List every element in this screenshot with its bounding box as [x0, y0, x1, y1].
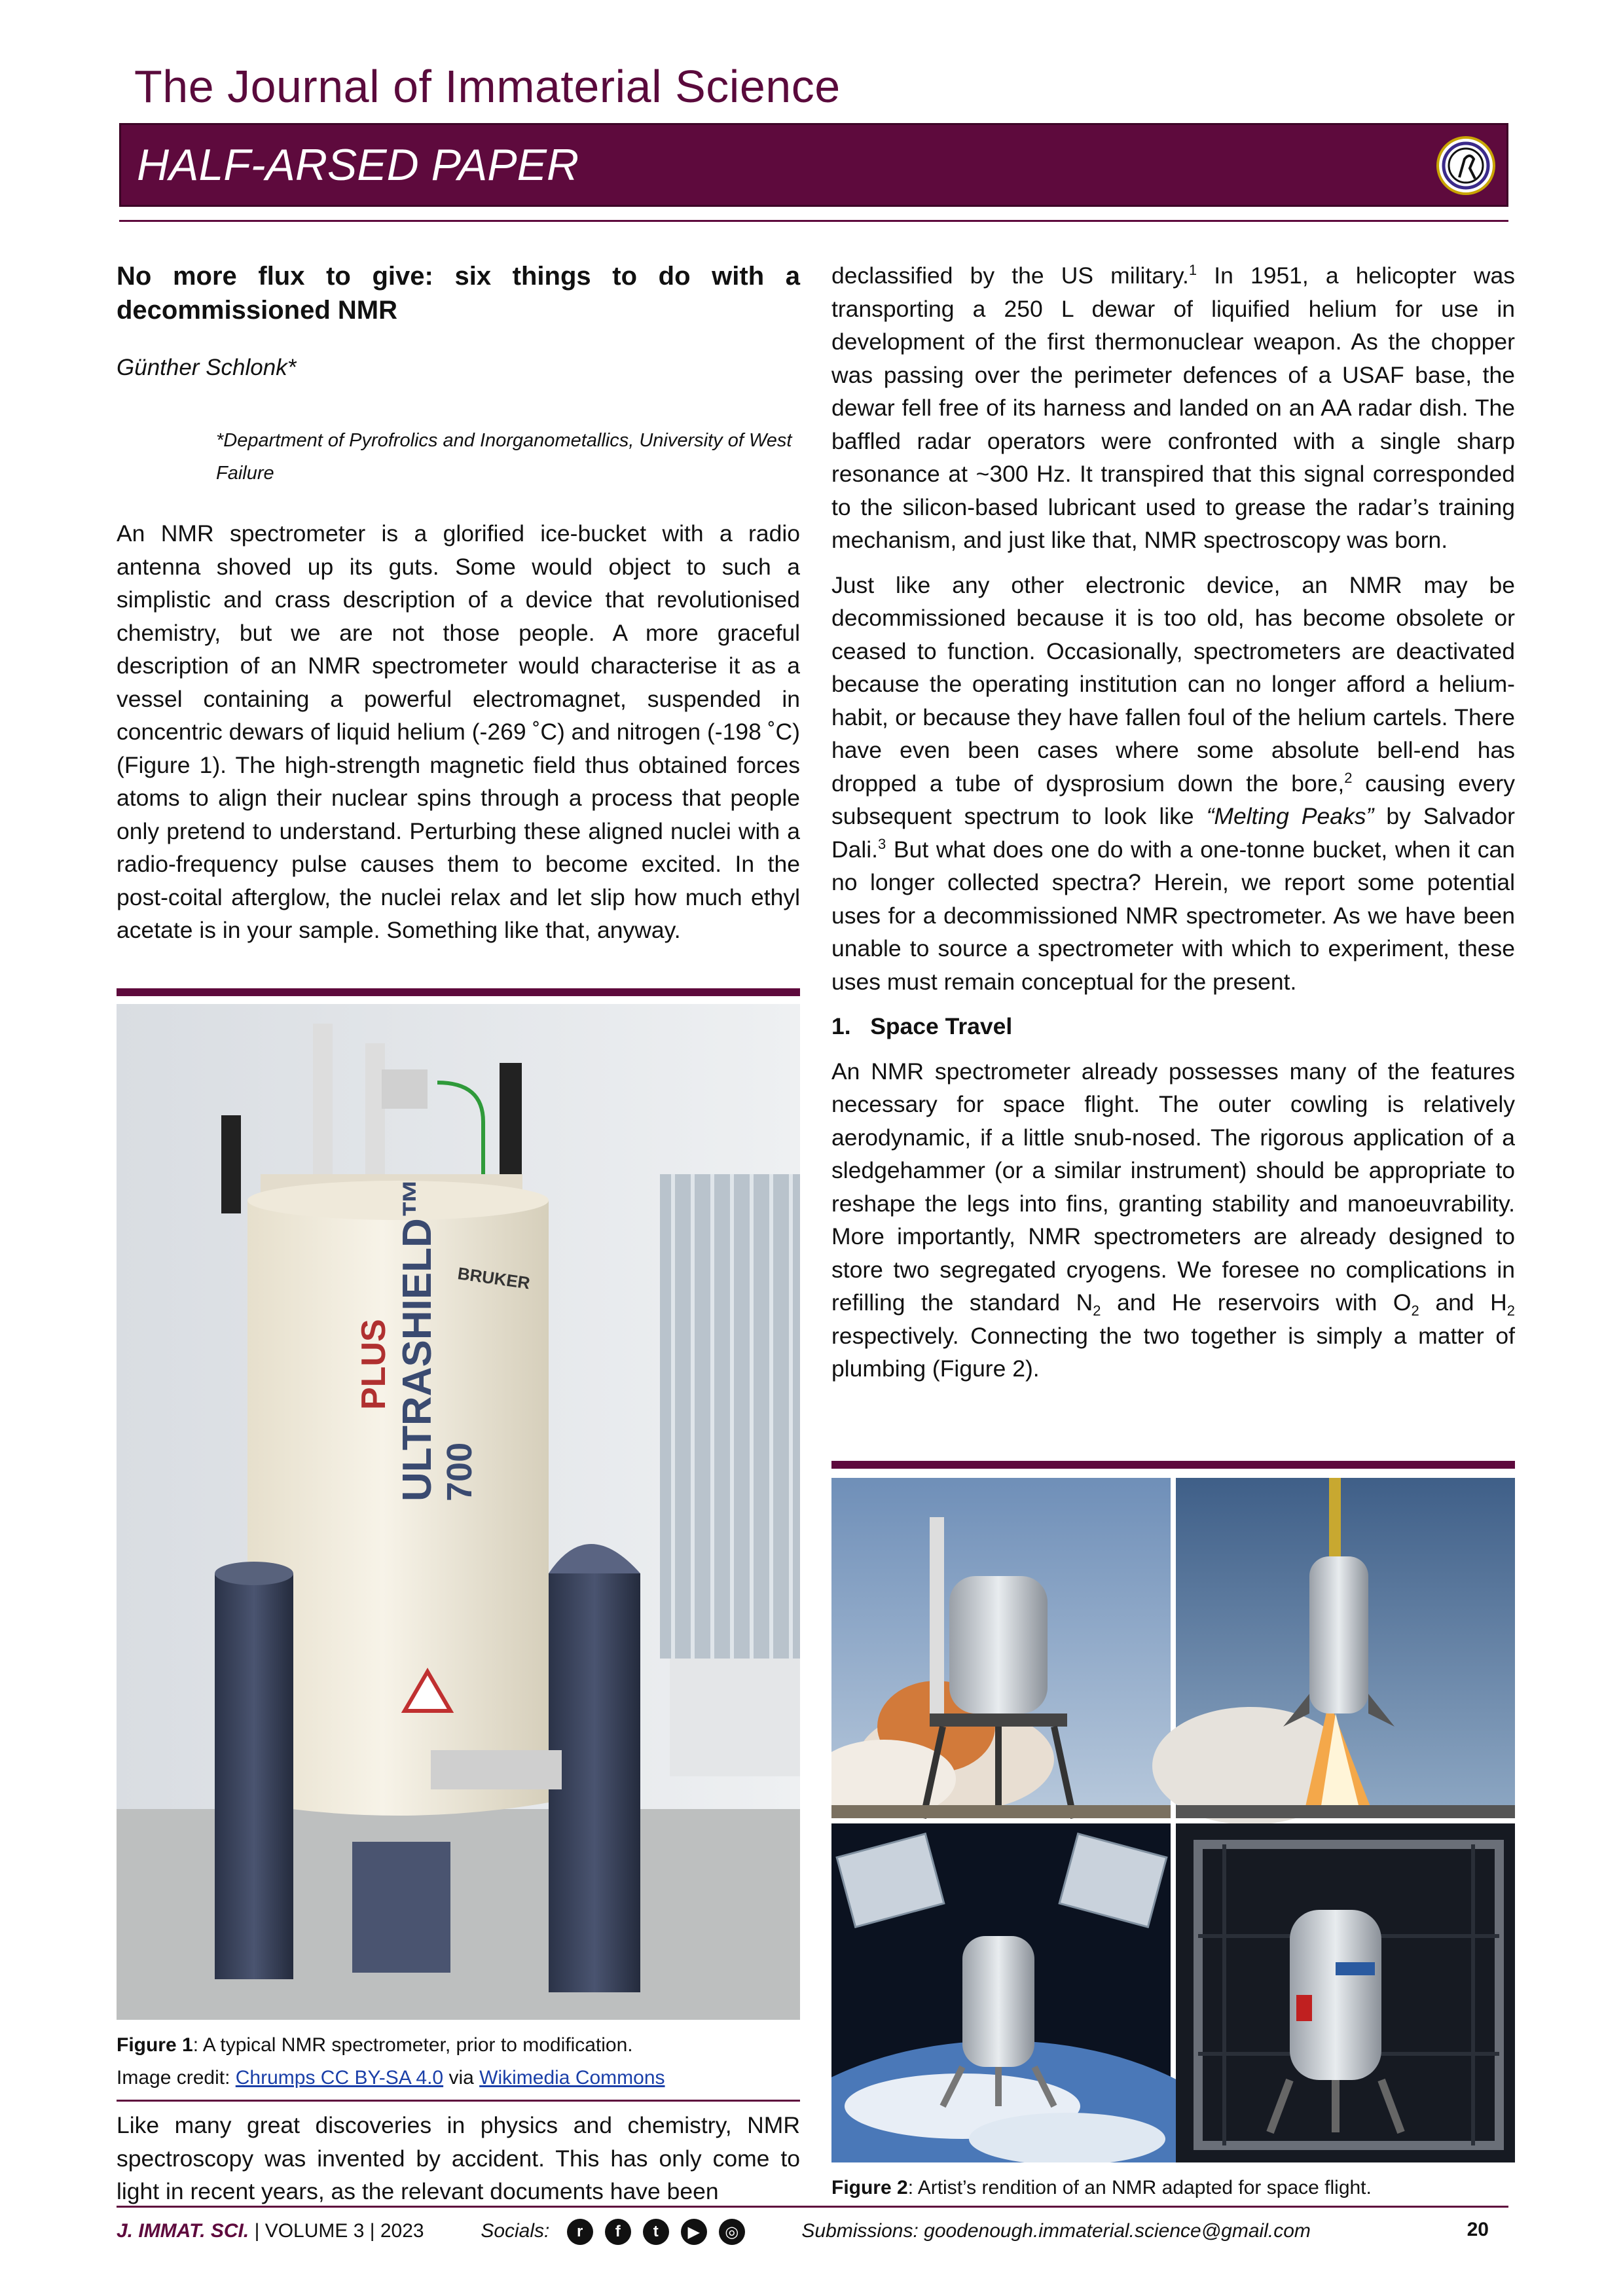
journal-logo-icon [1436, 135, 1496, 196]
ref-1: 1 [1188, 262, 1197, 279]
sub-o2: 2 [1411, 1302, 1419, 1319]
social-icons [567, 2219, 745, 2245]
section1-heading: 1. Space Travel [831, 1013, 1013, 1039]
decom-a: Just like any other electronic device, an NMR may be decommissioned because it is too old, has become obsolete or ceased to function. Occasionally, spectrometers are deactivated because the operating institution can no longer afford a helium-habit, or because they have fallen foul of the helium cartels. There have even been cases where some absolute bell-end has dropped a tube of dysprosium down the bore, [831, 571, 1515, 797]
sub-h2: 2 [1506, 1302, 1515, 1319]
figure1-image [117, 1004, 800, 2020]
ref-3: 3 [878, 835, 886, 852]
figure1-label: Figure 1 [117, 2034, 193, 2056]
space-d: respectively. Connecting the two together is simply a matter of plumbing (Figure 2). [831, 1322, 1515, 1382]
decom-d: But what does one do with a one-tonne bucket, when it can no longer collected spectra? Herein, we report some potential uses for a decommissioned NMR spectrometer. As we have been unable to source a spectrometer with which to experiment, these uses must remain conceptual for the present. [831, 836, 1515, 995]
figure1-bottom-rule [117, 2100, 800, 2102]
figure2-top-bar [831, 1461, 1515, 1469]
space-paragraph [831, 1055, 1515, 1386]
footer-submissions[interactable]: Submissions: goodenough.immaterial.science@gmail.com [801, 2219, 1311, 2242]
facebook-icon[interactable]: f [605, 2219, 631, 2245]
space-c: and H [1419, 1289, 1507, 1316]
footer-socials-label: Socials: [481, 2219, 550, 2242]
decom-italic: “Melting Peaks” [1206, 803, 1374, 829]
page-number: 20 [1467, 2219, 1489, 2240]
journal-title: The Journal of Immaterial Science [134, 61, 841, 112]
decom-b: causing every subsequent spectrum to look like [831, 770, 1515, 829]
magnet-number-label: 700 [440, 1442, 479, 1501]
author: Günther Schlonk* [117, 355, 297, 380]
paper-type-banner [119, 123, 1508, 207]
youtube-icon[interactable]: ▶ [681, 2219, 707, 2245]
footer-rule [117, 2206, 1508, 2208]
figure2-image [831, 1478, 1515, 2162]
intro-paragraph [117, 517, 800, 947]
figure2-label: Figure 2 [831, 2177, 908, 2198]
magnet-model-label: ULTRASHIELD™ [395, 1177, 440, 1501]
header-rule [119, 220, 1508, 222]
space-a: An NMR spectrometer already possesses many of the features necessary for space flight. The outer cowling is relatively aerodynamic, if a little snub-nosed. The rigorous application of a sledgehammer (or a similar instrument) should be appropriate to reshape the legs into fins, granting stability and manoeuvrability. More importantly, NMR spectrometers are already designed to store two segregated cryogens. We foresee no complications in refilling the standard N [831, 1058, 1515, 1316]
footer-volume: | VOLUME 3 | 2023 [249, 2219, 424, 2242]
figure2-caption [831, 2172, 1515, 2204]
twitter-icon[interactable]: t [643, 2219, 669, 2245]
affiliation: *Department of Pyrofrolics and Inorganometallics, University of West Failure [216, 430, 792, 484]
figure1-credit-mid: via [443, 2067, 480, 2089]
right-column-text [831, 259, 1515, 1386]
figure2-caption-text: : Artist’s rendition of an NMR adapted for space flight. [907, 2177, 1372, 2198]
history-continued [831, 259, 1515, 557]
history-cont-b: In 1951, a helicopter was transporting a 250 L dewar of liquified helium for use in development of the first thermonuclear weapon. As the chopper was passing over the perimeter defences of a USAF base, the dewar fell free of its harness and landed on an AA radar dish. The baffled radar operators were confronted with a single sharp resonance at ~300 Hz. It transpired that this signal corresponded to the silicon-based lubricant used to grease the radar’s training mechanism, and just like that, NMR spectroscopy was born. [831, 262, 1515, 553]
figure1-top-bar [117, 988, 800, 996]
decommission-paragraph [831, 569, 1515, 999]
history-cont-a: declassified by the US military. [831, 262, 1189, 289]
figure1-caption [117, 2029, 800, 2094]
intro-text: An NMR spectrometer is a glorified ice-bucket with a radio antenna shoved up its guts. Some would object to such a simplistic and crass description of a device that revolutionised chemistry, but we are not those people. A more graceful description of an NMR spectrometer would characterise it as a vessel containing a powerful electromagnet, suspended in concentric dewars of liquid helium (-269 ˚C) and nitrogen (-198 ˚C) (Figure 1). The high-strength magnetic field thus obtained forces atoms to align their nuclear spins through a process that people only pretend to understand. Perturbing these aligned nuclei with a radio-frequency pulse causes them to become excited. In the post-coital afterglow, the nuclei relax and let slip how much ethyl acetate is in your sample. Something like that, anyway. [117, 520, 800, 943]
footer [117, 2219, 1508, 2251]
sub-n2: 2 [1093, 1302, 1101, 1319]
nmr-photo [117, 1004, 800, 2020]
figure1-credit-prefix: Image credit: [117, 2067, 236, 2089]
figure1-caption-text: : A typical NMR spectrometer, prior to modification. [192, 2034, 633, 2056]
space-nmr-collage [831, 1478, 1515, 2162]
space-b: and He reservoirs with O [1101, 1289, 1412, 1316]
decom-c: by Salvador Dali. [831, 803, 1515, 863]
magnet-brand-label: BRUKER [456, 1263, 532, 1293]
instagram-icon[interactable]: ◎ [719, 2219, 745, 2245]
history-paragraph [117, 2109, 800, 2208]
magnet-plus-label: PLUS [355, 1319, 393, 1410]
footer-journal-abbrev: J. IMMAT. SCI. [117, 2219, 249, 2242]
reddit-icon[interactable]: r [567, 2219, 593, 2245]
ref-2: 2 [1344, 769, 1353, 786]
paper-title: No more flux to give: six things to do with a decommissioned NMR [117, 262, 800, 325]
credit-link-wikimedia[interactable]: Wikimedia Commons [479, 2067, 665, 2089]
history-text: Like many great discoveries in physics and chemistry, NMR spectroscopy was invented by accident. This has only come to light in recent years, as the relevant documents have been [117, 2112, 800, 2204]
banner-text: HALF-ARSED PAPER [137, 140, 579, 190]
credit-link-chrumps[interactable]: Chrumps CC BY-SA 4.0 [235, 2067, 444, 2089]
